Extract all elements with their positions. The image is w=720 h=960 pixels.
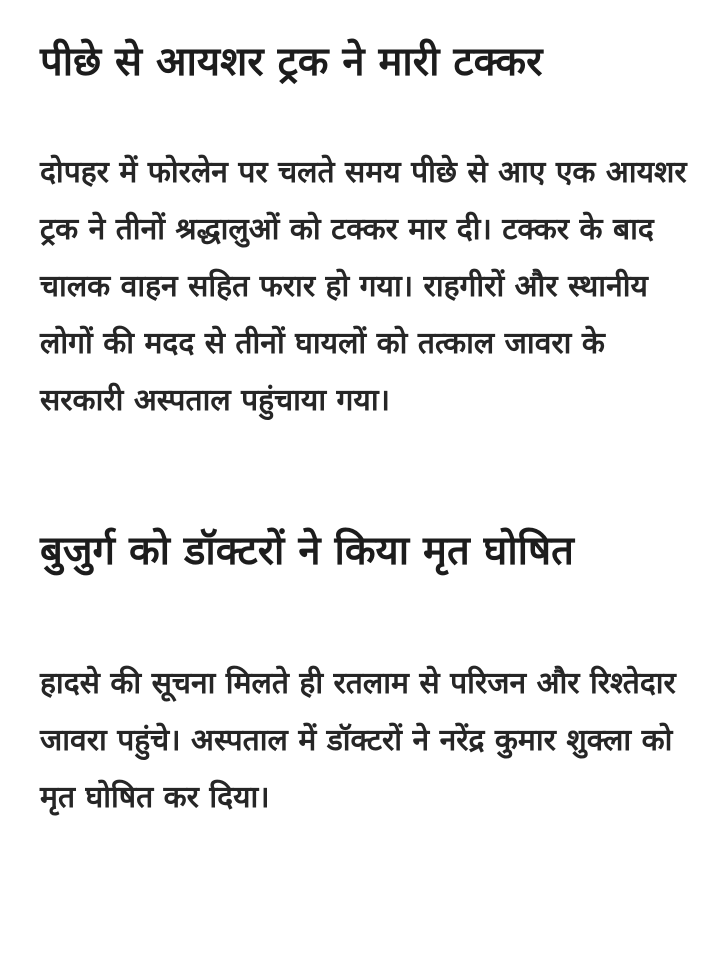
section-paragraph: हादसे की सूचना मिलते ही रतलाम से परिजन और रिश्तेदार जावरा पहुंचे। अस्पताल में डॉक्टरों ने नरेंद्र कुमार शुक्ला को मृत घोषित कर दिया। — [40, 666, 676, 815]
section-heading: पीछे से आयशर ट्रक ने मारी टक्कर — [40, 39, 543, 85]
article-section — [40, 517, 690, 826]
article-body — [40, 0, 690, 826]
article-section — [40, 0, 690, 429]
section-paragraph: दोपहर में फोरलेन पर चलते समय पीछे से आए एक आयशर ट्रक ने तीनों श्रद्धालुओं को टक्कर मार दी। टक्कर के बाद चालक वाहन सहित फरार हो गया। राहगीरों और स्थानीय लोगों की मदद से तीनों घायलों को तत्काल जावरा के सरकारी अस्पताल पहुंचाया गया। — [40, 155, 687, 418]
section-heading: बुजुर्ग को डॉक्टरों ने किया मृत घोषित — [40, 528, 574, 574]
